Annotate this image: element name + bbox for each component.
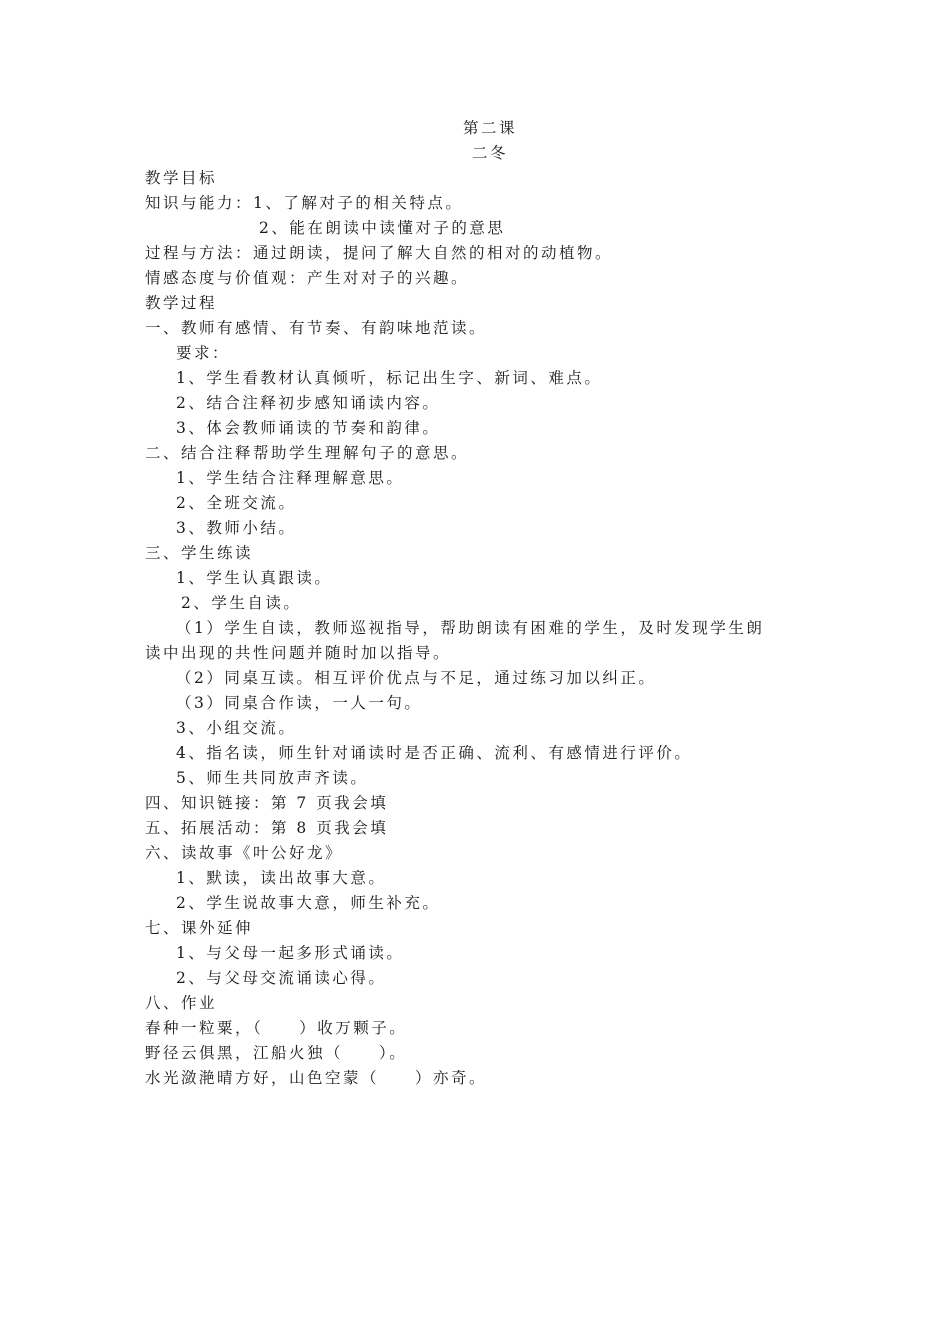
section-3-sub-2: （2）同桌互读。相互评价优点与不足，通过练习加以纠正。: [176, 669, 657, 687]
section-6-item-2: 2、学生说故事大意，师生补充。: [176, 894, 441, 912]
section-7-item-1: 1、与父母一起多形式诵读。: [176, 944, 405, 962]
section-1-requirements: 要求：: [176, 344, 231, 362]
homework-line-3: 水光潋滟晴方好，山色空蒙（ ）亦奇。: [145, 1069, 488, 1087]
section-2-item-2: 2、全班交流。: [176, 494, 297, 512]
lesson-subtitle: 二冬: [471, 144, 508, 162]
section-3-item-3: 3、小组交流。: [176, 719, 297, 737]
section-7-heading: 七、课外延伸: [145, 919, 254, 937]
section-1-heading: 一、教师有感情、有节奏、有韵味地范读。: [145, 319, 488, 337]
section-2-item-1: 1、学生结合注释理解意思。: [176, 469, 405, 487]
lesson-title: 第二课: [462, 119, 517, 137]
section-4-heading: 四、知识链接：第 7 页我会填: [145, 794, 389, 812]
section-3-sub-1: （1）学生自读，教师巡视指导，帮助朗读有困难的学生，及时发现学生朗: [176, 619, 765, 637]
section-3-item-1: 1、学生认真跟读。: [176, 569, 333, 587]
section-8-heading: 八、作业: [145, 994, 218, 1012]
goal-process-method: 过程与方法：通过朗读，提问了解大自然的相对的动植物。: [145, 244, 614, 262]
homework-line-2: 野径云俱黑，江船火独（ ）。: [145, 1044, 408, 1062]
section-5-heading: 五、拓展活动：第 8 页我会填: [145, 819, 389, 837]
homework-line-1: 春种一粒粟，（ ）收万颗子。: [145, 1019, 408, 1037]
section-3-item-5: 5、师生共同放声齐读。: [176, 769, 369, 787]
section-3-sub-3: （3）同桌合作读，一人一句。: [176, 694, 423, 712]
section-1-item-3: 3、体会教师诵读的节奏和韵律。: [176, 419, 441, 437]
goal-emotion-values: 情感态度与价值观：产生对对子的兴趣。: [145, 269, 470, 287]
section-3-sub-1-cont: 读中出现的共性问题并随时加以指导。: [145, 644, 452, 662]
section-2-item-3: 3、教师小结。: [176, 519, 297, 537]
section-7-item-2: 2、与父母交流诵读心得。: [176, 969, 387, 987]
section-3-item-2: 2、学生自读。: [181, 594, 302, 612]
section-6-heading: 六、读故事《叶公好龙》: [145, 844, 344, 862]
section-2-heading: 二、结合注释帮助学生理解句子的意思。: [145, 444, 470, 462]
section-6-item-1: 1、默读，读出故事大意。: [176, 869, 387, 887]
section-3-item-4: 4、指名读，师生针对诵读时是否正确、流利、有感情进行评价。: [176, 744, 693, 762]
goal-knowledge-ability-2: 2、能在朗读中读懂对子的意思: [259, 219, 506, 237]
heading-teaching-process: 教学过程: [145, 294, 218, 312]
heading-teaching-goals: 教学目标: [145, 169, 218, 187]
section-1-item-2: 2、结合注释初步感知诵读内容。: [176, 394, 441, 412]
goal-knowledge-ability: 知识与能力：1、了解对子的相关特点。: [145, 194, 464, 212]
section-1-item-1: 1、学生看教材认真倾听，标记出生字、新词、难点。: [176, 369, 603, 387]
section-3-heading: 三、学生练读: [145, 544, 254, 562]
